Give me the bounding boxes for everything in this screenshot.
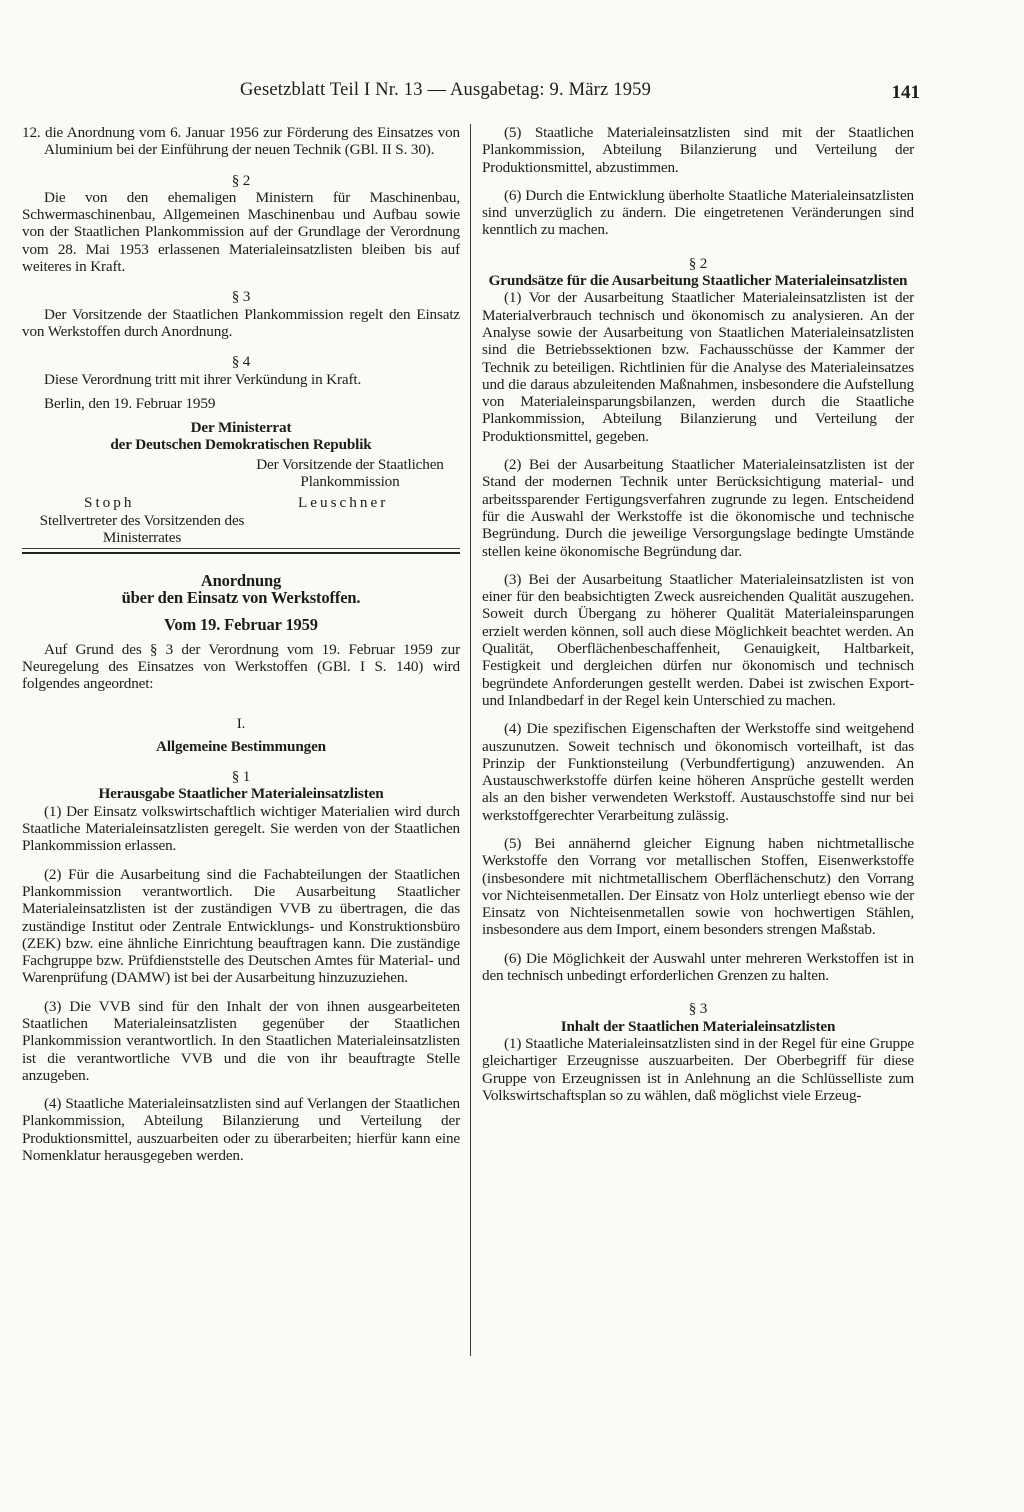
section-2-para-1: (1) Vor der Ausarbeitung Staatlicher Materialeinsatzlisten ist der Materialverbrauch technisch und ökonomisch zu analysieren. An der Analyse sowie der Ausarbeitung von Staatlichen Materialeinsatzlisten sind die Betriebssektionen bzw. Fachausschüsse der Kammer der Technik zu beteiligen. Richtlinien für die Analyse des Materialeinsatzes und die daraus abzuleitenden Maßnahmen, insbesondere die Aufstellung von Materialeinsparungsbilanzen, werden durch die Staatliche Plankommission, Abteilung Bilanzierung und Verteilung der Produktionsmittel, gegeben. xyxy=(482,289,914,445)
part-number: I. xyxy=(236,714,246,732)
section-1-para-4: (4) Staatliche Materialeinsatzlisten sind auf Verlangen der Staatlichen Plankommission, Abteilung Bilanzierung und Verteilung der Produktionsmittel, auszuarbeiten oder zu überarbeiten; hierfür kann eine Nomenklatur herausgegeben werden. xyxy=(22,1095,460,1165)
section-2-heading: § 2 xyxy=(688,254,708,272)
page-number: 141 xyxy=(891,82,920,103)
section-3-text: Der Vorsitzende der Staatlichen Plankommission regelt den Einsatz von Werkstoffen durch Anordnung. xyxy=(22,305,460,340)
right-column xyxy=(482,124,914,1104)
column-divider xyxy=(470,124,471,1356)
section-1-para-2: (2) Für die Ausarbeitung sind die Fachabteilungen der Staatlichen Plankommission verantwortlich. Die Ausarbeitung Staatlicher Materialeinsatzlisten ist der zuständigen VVB zu übertragen, die das zuständige Institut oder Zentrale Entwicklungs- und Konstruktionsbüro (ZEK) bzw. eine ähnliche Einrichtung beauftragen kann. Die zuständige Fachgruppe bzw. Prüfdienststelle des Deutschen Amtes für Material- und Warenprüfung (DAMW) ist bei der Ausarbeitung hinzuzuziehen. xyxy=(22,865,460,987)
section-2-para-5: (5) Bei annähernd gleicher Eignung haben nichtmetallische Werkstoffe den Vorrang vor metallischen Stoffen, Eisenwerkstoffe (insbesondere mit nichtmetallischem Oberflächenschutz) den Vorrang vor Nichteisenmetallen. Der Einsatz von Holz unterliegt ebenso wie der Einsatz von Nichteisenmetallen sowie von hochwertigen Stählen, insbesondere aus dem Import, einem besonders strengen Maßstab. xyxy=(482,834,914,939)
section-2-para-3: (3) Bei der Ausarbeitung Staatlicher Materialeinsatzlisten ist von einer für den beabsichtigten Zweck ausreichenden Qualität auszugehen. Soweit durch Übergang zu höherer Qualität Materialeinsparungen erzielt werden können, soll auch diese Möglichkeit beachtet werden. An Qualität, Oberflächenbeschaffenheit, Genauigkeit, Haltbarkeit, Festigkeit und dergleichen dürfen nur ökonomisch und technisch begründete Anforderungen gestellt werden. Dabei ist zwischen Export- und Inlandbedarf in der Regel kein Unterschied zu machen. xyxy=(482,570,914,709)
ordinance-title-1: Anordnung xyxy=(200,570,282,590)
section-1-para-3: (3) Die VVB sind für den Inhalt der von ihnen ausgearbeiteten Staatlichen Materialeinsatzlisten gegenüber der Staatlichen Plankommission verantwortlich. In den Staatlichen Materialeinsatzlisten ist die verantwortliche VVB und die von ihr beauftragte Stelle anzugeben. xyxy=(22,997,460,1084)
page-header xyxy=(240,80,920,110)
signature-block xyxy=(22,455,460,547)
section-3-heading: § 3 xyxy=(688,1000,708,1018)
signatory-name-left: Stoph xyxy=(84,493,135,511)
section-1-heading: § 1 xyxy=(231,768,251,786)
section-2-title: Grundsätze für die Ausarbeitung Staatlicher Materialeinsatzlisten xyxy=(488,272,908,290)
section-heading-2: § 2 xyxy=(231,171,251,189)
header-title: Gesetzblatt Teil I Nr. 13 — Ausgabetag: 9. März 1959 xyxy=(240,80,652,100)
left-column xyxy=(22,124,460,1164)
section-1-title: Herausgabe Staatlicher Materialeinsatzlisten xyxy=(98,785,384,803)
section-heading-3: § 3 xyxy=(231,288,251,306)
signatory-name-right: Leuschner xyxy=(298,493,389,511)
divider-thick xyxy=(22,552,460,554)
part-title: Allgemeine Bestimmungen xyxy=(156,737,326,755)
list-item-12: 12. die Anordnung vom 6. Januar 1956 zur Förderung des Einsatzes von Aluminium bei der Einführung der neuen Technik (GBl. II S. 30). xyxy=(22,124,460,159)
divider-thin xyxy=(22,548,460,549)
section-1-para-5: (5) Staatliche Materialeinsatzlisten sind mit der Staatlichen Plankommission, Abteilung Bilanzierung und Verteilung der Produktionsmittel, abzustimmen. xyxy=(482,124,914,176)
section-4-text: Diese Verordnung tritt mit ihrer Verkündung in Kraft. xyxy=(44,370,362,388)
ordinance-intro: Auf Grund des § 3 der Verordnung vom 19. Februar 1959 zur Neuregelung des Einsatzes von Werkstoffen (GBl. I S. 140) wird folgendes angeordnet: xyxy=(22,640,460,693)
section-3-title: Inhalt der Staatlichen Materialeinsatzlisten xyxy=(560,1017,836,1035)
section-2-text: Die von den ehemaligen Ministern für Maschinenbau, Schwermaschinenbau, Allgemeinen Maschinenbau und Aufbau sowie von der Staatlichen Plankommission auf der Grundlage der Verordnung vom 28. Mai 1953 erlassenen Materialeinsatzlisten bleiben bis auf weiteres in Kraft. xyxy=(22,188,460,276)
signatory-title-left: Stellvertreter des Vorsitzenden des Ministerrates xyxy=(39,511,245,547)
section-1-para-6: (6) Durch die Entwicklung überholte Staatliche Materialeinsatzlisten sind unverzüglich zu ändern. Die eingetretenen Veränderungen sind kenntlich zu machen. xyxy=(482,186,914,239)
section-3-para-1: (1) Staatliche Materialeinsatzlisten sind in der Regel für eine Gruppe gleichartiger Erzeugnisse auszuarbeiten. Der Oberbegriff für diese Gruppe von Erzeugnissen ist in Anlehnung an die Schlüsselliste zum Volkswirtschaftsplan so zu wählen, daß möglichst viele Erzeug- xyxy=(482,1034,914,1104)
section-2-para-4: (4) Die spezifischen Eigenschaften der Werkstoffe sind weitgehend auszunutzen. Soweit technisch und ökonomisch vorteilhaft, ist das Prinzip der Funktionsteilung (Verbundfertigung) anzuwenden. An Austauschwerkstoffe dürfen keine höheren Ansprüche gestellt werden als an den bisher verwendeten Werkstoff. Austauschstoffe sind nur bei werkstoffgerechter Verarbeitung zulässig. xyxy=(482,720,914,824)
section-heading-4: § 4 xyxy=(231,353,251,371)
council-name-line-2: der Deutschen Demokratischen Republik xyxy=(110,436,372,454)
place-date: Berlin, den 19. Februar 1959 xyxy=(44,394,216,412)
council-name-line-1: Der Ministerrat xyxy=(190,419,292,437)
section-2-para-6: (6) Die Möglichkeit der Auswahl unter mehreren Werkstoffen ist in den technisch unbedingt erforderlichen Grenzen zu halten. xyxy=(482,949,914,985)
ordinance-date: Vom 19. Februar 1959 xyxy=(164,615,318,635)
section-1-para-1: (1) Der Einsatz volkswirtschaftlich wichtiger Materialien wird durch Staatliche Materialeinsatzlisten geregelt. Sie werden von der Staatlichen Plankommission erlassen. xyxy=(22,802,460,855)
section-2-para-2: (2) Bei der Ausarbeitung Staatlicher Materialeinsatzlisten ist der Stand der modernen Technik unter Berücksichtigung material- und arbeitssparender Fertigungsverfahren zugrunde zu legen. Entscheidend für die Auswahl der Werkstoffe ist die ökonomische und technische Begründung. Durch die jeweilige Versorgungslage bedingte Umstände stellen keine ökonomische Begründung dar. xyxy=(482,456,914,560)
signatory-title-right: Der Vorsitzende der Staatlichen Plankommission xyxy=(256,455,444,491)
ordinance-title-2: über den Einsatz von Werkstoffen. xyxy=(121,588,361,608)
